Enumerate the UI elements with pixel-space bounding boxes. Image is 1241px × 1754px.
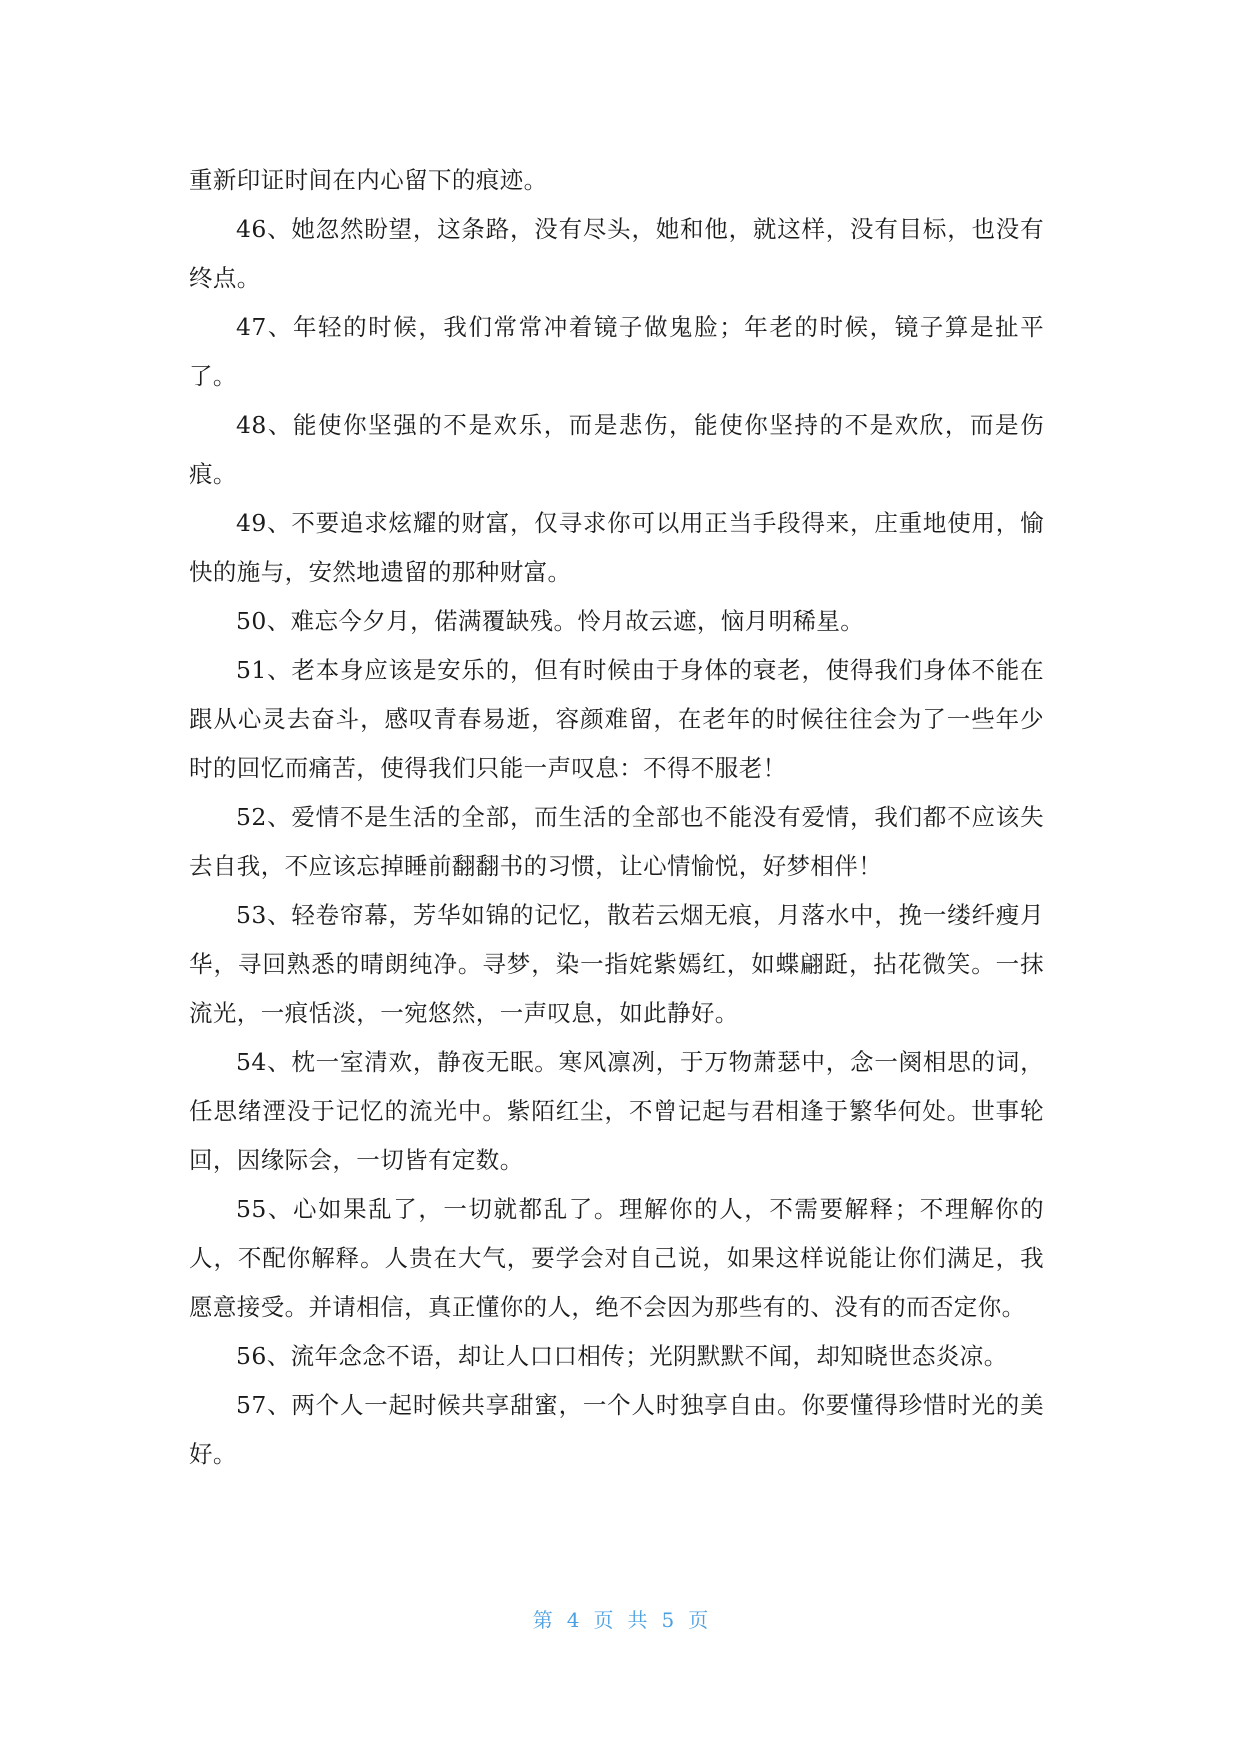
paragraph-continuation: 重新印证时间在内心留下的痕迹。 — [189, 166, 548, 194]
footer-word-ye: 页 — [593, 1608, 614, 1632]
paragraph-57: 57、两个人一起时候共享甜蜜，一个人时独享自由。你要懂得珍惜时光的美好。 — [189, 1391, 1044, 1468]
footer-word-di: 第 — [532, 1608, 553, 1632]
paragraph-50: 50、难忘今夕月，偌满覆缺残。怜月故云遮，恼月明稀星。 — [236, 607, 865, 635]
paragraph-52: 52、爱情不是生活的全部，而生活的全部也不能没有爱情，我们都不应该失去自我，不应该忘掉睡前翻翻书的习惯，让心情愉悦，好梦相伴！ — [189, 803, 1044, 880]
paragraph-54: 54、枕一室清欢，静夜无眠。寒风凛冽，于万物萧瑟中，念一阕相思的词，任思绪湮没于记忆的流光中。紫陌红尘，不曾记起与君相逢于繁华何处。世事轮回，因缘际会，一切皆有定数。 — [189, 1048, 1044, 1174]
paragraph-53: 53、轻卷帘幕，芳华如锦的记忆，散若云烟无痕，月落水中，挽一缕纤瘦月华，寻回熟悉的晴朗纯净。寻梦，染一指姹紫嫣红，如蝶翩跹，拈花微笑。一抹流光，一痕恬淡，一宛悠然，一声叹息，如此静好。 — [189, 901, 1044, 1027]
paragraph-46: 46、她忽然盼望，这条路，没有尽头，她和他，就这样，没有目标，也没有终点。 — [189, 215, 1044, 292]
paragraph-48: 48、能使你坚强的不是欢乐，而是悲伤，能使你坚持的不是欢欣，而是伤痕。 — [189, 411, 1044, 488]
body-text — [189, 156, 1044, 1479]
paragraph-56: 56、流年念念不语，却让人口口相传；光阴默默不闻，却知晓世态炎凉。 — [236, 1342, 1008, 1370]
total-page-number: 5 — [661, 1608, 675, 1632]
paragraph-51: 51、老本身应该是安乐的，但有时候由于身体的衰老，使得我们身体不能在跟从心灵去奋斗，感叹青春易逝，容颜难留，在老年的时候往往会为了一些年少时的回忆而痛苦，使得我们只能一声叹息：不得不服老！ — [189, 656, 1044, 782]
footer-word-ye-2: 页 — [688, 1608, 709, 1632]
footer-word-gong: 共 — [627, 1608, 648, 1632]
page-footer — [0, 1604, 1241, 1633]
paragraph-55: 55、心如果乱了，一切就都乱了。理解你的人，不需要解释；不理解你的人，不配你解释。人贵在大气，要学会对自己说，如果这样说能让你们满足，我愿意接受。并请相信，真正懂你的人，绝不会因为那些有的、没有的而否定你。 — [189, 1195, 1044, 1321]
current-page-number: 4 — [566, 1608, 580, 1632]
paragraph-49: 49、不要追求炫耀的财富，仅寻求你可以用正当手段得来，庄重地使用，愉快的施与，安然地遗留的那种财富。 — [189, 509, 1044, 586]
paragraph-47: 47、年轻的时候，我们常常冲着镜子做鬼脸；年老的时候，镜子算是扯平了。 — [189, 313, 1044, 390]
